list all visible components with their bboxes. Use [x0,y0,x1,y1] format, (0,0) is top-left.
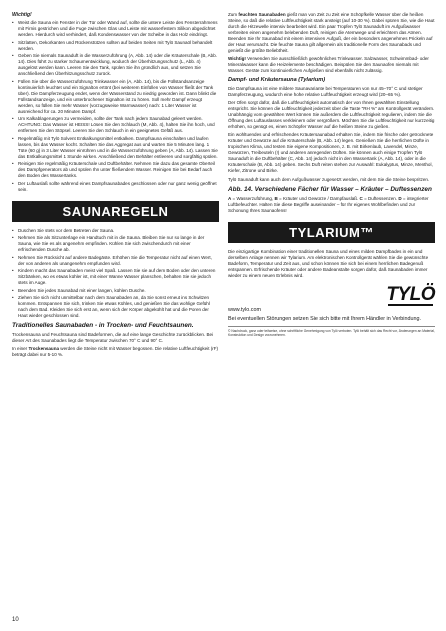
legend-text: = Duftessenzen. [362,195,399,201]
legend-key: C [359,195,363,201]
list-item: • Weist die Sauna ein Fenster in der Tür oder Wand auf, sollte die untere Leiste des Fensterrahmens mit Firnis gestrichen und die Fuge zwischen Glas und Leiste mit wasserfestem Silikon abgedichtet werden. Hierdurch wird verhindert, daß Kondenswasser von der Scheibe in das Holz eindringt. [12,20,219,38]
steam-sauna-paragraph-3: Ein wohltuendes und erfrischendes Kräutersaunabad erhalten Sie, indem Sie frische oder getrocknete Kräuter und Gewürze auf die Kräuterschale (B, Abb. 14) legen. Genießen Sie die herrlichen Düfte in tropischen Klima, und testen Sie eigene Kompositionen, z. B. mit Birkenlaub, Lavendel, Minze, Gewürzen, Treibeuteln (!) und anderen anregenden Düften. Sie können auch einige Tropfen Tylö Saunaduft in die Duftbehälter (C, Abb. 14) jedoch nicht in den Wassertank (A, Abb. 14), oder in die Kräuterschale (B, Abb. 14) geben. Sechs Duft reiten stehen zur Auswahl: Eukalyptus, Minze, Menthol, Kiefer, Zitrone und Birke. [228,132,434,174]
list-item: • Der Luftauslaß sollte während eines Dampfsaunabades geschlossen oder nur ganz wenig geöffnet sein. [12,181,219,193]
wet-sauna-paragraph [228,12,435,54]
list-item: • Geben Sie niemals Saunaduft in die Wasserzuführung (A, Abb. 14) oder die Kräuterschale (B, Abb. 14). Dies führt zu starker Schaumentwicklung, wodurch der Überhitzungsschutz (L, Abb. 4) ausgelöst werden kann. Leeren Sie den Tank, spülen Sie ihn gründlich aus, und setzen Sie anschließend den Überhitzungsschutz zurück. [12,53,219,77]
steam-sauna-heading: Dampf- und Kräutersauna (Tylarium) [228,76,326,83]
tylo-logo: TYLÖ [386,283,435,305]
steam-sauna-paragraph-2: Der Ofen sorgt dafür, daß die Luftfeuchtigkeit automatisch der von Ihnen gewählten Einstellung entspricht. Sie können die Luftfeuchtigkeit jederzeit über die Taste "RH %" am Kontrollgerät verändern. Unabhängig vom gewählten Wert können Sie außerdem die Luftfeuchtigkeit regulieren, indem Sie die Öffnung des Luftauslasses verkleinern oder vergrößern. Möchten Sie die Luftfeuchtigkeit nur kurzzeitig erhöhen, so genügt es, einen Schöpfer Wasser auf die heißen Steine zu gießen. [228,100,435,130]
copyright-footnote: © Nachdruck, ganz oder teilweise, ohne schriftliche Genehmigung von Tylö verboten. Tylö behält sich das Recht vor, Änderungen an Material, Konstruktion und Design vorzunehmen. [228,326,435,338]
wet-sauna-term: feuchten Saunabaden [238,12,286,17]
right-column [228,12,435,337]
saunaregeln-banner: SAUNAREGELN [12,201,219,222]
list-item: • Reinigen Sie regelmäßig Kräuterschale und Duftbehälter. Nehmen Sie dazu das gesamte Oberteil des Dampfgenerators ab und spülen Ihn unter fließendem Wasser. Reinigen Sie bei Bedarf auch den Boden des Wassertanks. [12,161,219,179]
legend-key: B [274,195,278,201]
tylarium-paragraph: Die einzigartige Kombination einer traditionellen Sauna und eines milden Dampfbades in ein und derselben Anlage nennen wir Tylarium. Am elektronischen Kontrollgerät wählen Sie die gewünschte Badeform, Temperatur und Zeit aus, und schon können Sie sich bei einem herrlichen Badegenuß entspannen. Erfrischende Kräuter oder andere Badeanstalte sorgen dafür, daß Saunabaden immer wieder zu einem neuen Erlebnis wird. [228,248,429,278]
dealer-contact-note: Bei eventuellen Störungen setzen Sie sich bitte mit Ihrem Händler in Verbindung. [228,315,421,322]
list-item: • Regelmäßig mit Tylö Solvent Entkalkungsmittel entkalken. Dampfsauna einschalten und laufen lassen, bis das Wasser kocht. Schalten Sie das Aggregat aus und warten Sie 5 Minuten lang. 1 Tüte (60 g) in 3 Liter Wasser einrühren und in die Wasserzuführung geben (A, Abb. 14). Lassen Sie das Entkalkungsmittel 1 Stunde wirken. Anschließend den Behälter entleeren und sorgfältig spülen. [12,136,219,160]
text-run: werden die Steine nicht mit Wasser begossen. Die relative Luftfeuchtigkeit (rF) beträgt dabei nur 5-10 %. [12,346,219,358]
dry-sauna-term: Trockensauna [28,346,60,352]
list-item: • Kindern macht das Saunabaden meist viel Spaß. Lassen Sie sie auf dem Boden oder den unteren Sitzbänken, wo es etwas kühler ist, mit einer Wanne Wasser planschen, behalten Sie sie jedoch stets im Auge. [12,268,219,286]
list-item: • Nehmen Sie als Sitzunterlage ein Handtuch mit in die Sauna. Bleiben Sie nur so lange in der Sauna, wie Sie es als angenehm empfinden. Kühlen Sie sich zwischendurch mit einer erfrischenden Dusche ab. [12,235,219,253]
legend-text: = Kräuter und Gewürze / Dampfauslaß. [277,195,360,201]
text-run: gießt man von Zeit zu Zeit eine Schöpfkelle Wasser über die heißen Steine, so daß die relative Luftfeuchtigkeit stark ansteigt (auf 10-30 %). Dabei spüren Sie, wie die Haut durch die Hitzewelle intensiv bearbeitet wird. Ein paar Tropfen Tylö Saunaduft im Aufgußwasser verbreiten einen angenehm belebenden Duft, reinigen die Atemwege und erleichtern das Atmen. Beenden Sie Ihr Saunabad mit einem intensiven Aufguß, der ein besonders angenehmes Prickeln auf der Haut verursacht. Die feuchte Sauna gilt allgemein als traditionelle Form des Saunabads und genießt die größte Beliebtheit. [228,12,435,53]
list-item: • Sitzlatten, Dekorkanten und Rückenstützen sollten auf beiden Seiten mit Tylö Saunaöl behandelt werden. [12,40,219,52]
list-item: • Ziehen Sie sich nicht unmittelbar nach dem Saunabaden an, da Sie sonst erneut ins Schwitzen kommen. Entspannen Sie sich, trinken Sie etwas Kühles, und genießen Sie das wohlige Gefühl nach dem Bad. Kleiden Sie sich erst an, wenn sich der Körper abgekühlt hat und die Poren der Haut wieder geschlossen sind. [12,295,219,319]
legend-text: = Wasserzuführung, [231,195,275,201]
traditional-sauna-paragraph: Trockensauna und Feuchtsauna sind Badeformen, die auf eine lange Geschichte zurückblicken. Bei dieser Art des Saunabades liegt die Temperatur zwischen 70° C und 90° C. [12,331,214,343]
dry-sauna-paragraph [12,346,219,358]
text-run: Verwenden Sie ausschließlich gewöhnliches Trinkwasser. Salzwasser, Schwimmbad- oder Mineralwasser kann die Heizelemente beschädigen. Beispülen Sie den Saunaofen niemals mit Wasser. Geräte zum kontinuierlichen Aufgießen sind ebenfalls nicht zulässig. [228,56,429,74]
warning-title: Wichtig! [12,12,32,18]
text-run: Zum [228,12,239,17]
legend-text: = integrierter Luftbefeuchter. Halten Sie diese Begriffe auseinander – für Ihr eigenes Wohlbefinden und zur Schonung Ihres Saunaofens! [228,195,429,213]
list-item: • Um Kalkablagerungen zu vermeiden, sollte der Tank nach jedem Saunabad geleert werden. ACHTUNG: Das Wasser ist HEISS! Lösen Sie den Schlauch (M, Abb. 4), halten Sie ihn hoch, und entfernen Sie den Stöpsel. Leeren Sie den Schlauch in ein geeignetes Gefäß aus. [12,116,219,134]
left-column [12,12,219,361]
important-label: Wichtig! [228,56,246,62]
traditional-sauna-heading: Traditionelles Saunabaden - in Trocken- und Feuchtsaunen. [12,322,194,330]
list-item: • Beenden Sie jedes Saunabad mit einer langen, kühlen Dusche. [12,288,219,294]
care-instructions-list [12,20,219,193]
important-water-paragraph [228,56,435,74]
list-item: • Nehmen Sie Rücksicht auf andere Badegäste. Erhöhen Sie die Temperatur nicht auf einen Wert, der von anderen als unangenehm empfunden wird. [12,255,219,267]
page-number: 10 [12,617,19,623]
figure-14-legend [228,196,435,214]
text-run: In einer [12,346,29,352]
sauna-rules-list [12,228,219,320]
website-link[interactable]: www.tylo.com [228,306,261,313]
steam-sauna-paragraph-4: Tylö Saunaduft kann auch dem Aufgußwasser zugesetzt werden, mit dem Sie die Steine bespritzen. [228,176,430,182]
legend-key: D [398,195,402,201]
steam-sauna-paragraph-1: Die Dampfsauna ist eine mildere Saunavariante bei Temperaturen von nur 45–70° C und stetiger Dampferzeugung, wodurch eine hohe relative Luftfeuchtigkeit erzeugt wird (20–65 %). [228,85,423,97]
legend-key: A [228,195,232,201]
logo-row [228,285,435,304]
list-item: • Duschen Sie stets vor dem Betreten der Sauna. [12,228,219,234]
tylarium-banner: TYLARIUM™ [228,222,435,243]
figure-14-caption: Abb. 14. Verschiedene Fächer für Wasser – Kräuter – Duftessenzen [228,185,432,193]
list-item: • Füllen Sie über die Wasserzuführung Trinkwasser ein (A, Abb. 14), bis die Füllstandsanzeige kontinuierlich leuchtet und ein Signalton ertönt (bei weiterem Einfüllen von Wasser fließt der Tank über). Die Dampferzeugung endet, wenn der Wasserstand zu niedrig geworden ist. Dann blinkt die Füllstandsanzeige, und ein unterbrochener Signalton ist zu hören. Soll mehr Dampf erzeugt werden, so füllen Sie mehr Wasser (vorzugsweise Warmwasser) nach: 1 Liter Wasser ist ausreichend für ca. 20 Minuten Dampf. [12,79,219,115]
